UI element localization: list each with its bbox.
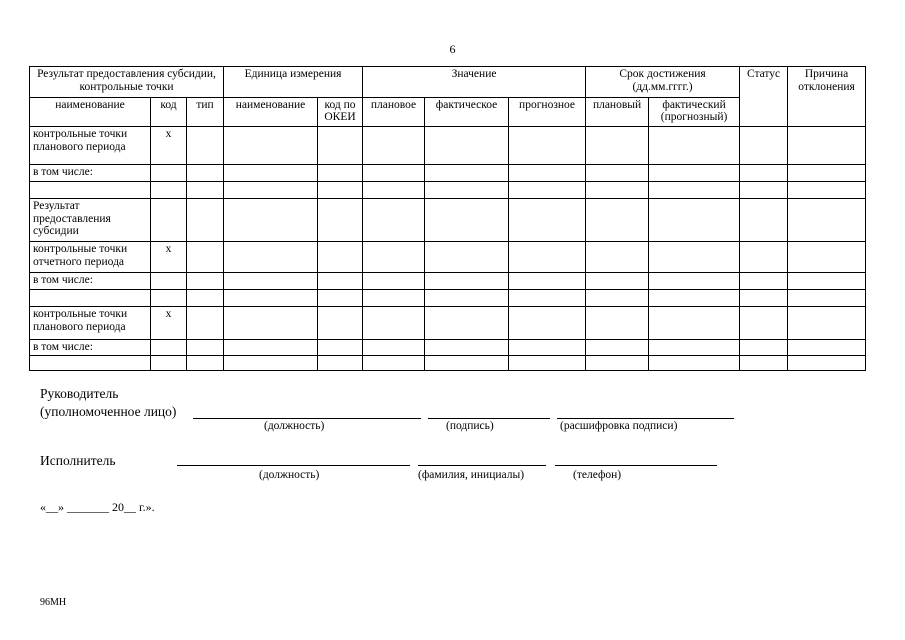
empty-cell [187, 127, 224, 165]
empty-cell [509, 290, 586, 307]
subheader-code: код [151, 97, 187, 127]
empty-cell [740, 164, 788, 181]
empty-cell [224, 307, 318, 340]
empty-cell [425, 164, 509, 181]
empty-cell [586, 242, 649, 273]
subheader-planned: плановое [363, 97, 425, 127]
empty-cell [509, 127, 586, 165]
empty-cell [649, 182, 740, 199]
subheader-name: наименование [30, 97, 151, 127]
empty-cell [425, 290, 509, 307]
empty-cell [509, 182, 586, 199]
executor-position-caption: (должность) [259, 469, 320, 481]
empty-cell [788, 272, 866, 289]
page-number: 6 [449, 42, 456, 56]
empty-cell [740, 182, 788, 199]
empty-cell [509, 164, 586, 181]
empty-cell [318, 290, 363, 307]
empty-cell [740, 199, 788, 242]
table-row [30, 242, 866, 273]
empty-cell [318, 127, 363, 165]
table-row [30, 199, 866, 242]
empty-cell [740, 339, 788, 355]
header-result-group: Результат предоставления субсидии, контрольные точки [30, 67, 224, 98]
empty-cell [509, 242, 586, 273]
subheader-unit-name: наименование [224, 97, 318, 127]
empty-cell [649, 355, 740, 370]
empty-cell [509, 339, 586, 355]
header-deadline-group: Срок достижения (дд.мм.гггг.) [586, 67, 740, 98]
empty-cell [586, 127, 649, 165]
empty-cell [788, 242, 866, 273]
empty-cell [224, 182, 318, 199]
empty-cell [509, 307, 586, 340]
empty-cell [649, 307, 740, 340]
row-code-cell: x [151, 242, 187, 273]
empty-cell [224, 290, 318, 307]
table-row [30, 272, 866, 289]
row-name-cell [30, 290, 151, 307]
empty-cell [425, 307, 509, 340]
row-code-cell: x [151, 307, 187, 340]
empty-cell [509, 199, 586, 242]
empty-cell [509, 355, 586, 370]
empty-cell [740, 290, 788, 307]
executor-phone-caption: (телефон) [573, 469, 622, 481]
empty-cell [224, 355, 318, 370]
table-row [30, 182, 866, 199]
empty-cell [586, 339, 649, 355]
row-code-cell [151, 339, 187, 355]
row-code-cell [151, 199, 187, 242]
empty-cell [187, 164, 224, 181]
row-code-cell [151, 164, 187, 181]
empty-cell [788, 164, 866, 181]
empty-cell [318, 242, 363, 273]
empty-cell [363, 355, 425, 370]
row-code-cell: x [151, 127, 187, 165]
header-value-group: Значение [363, 67, 586, 98]
empty-cell [363, 290, 425, 307]
empty-cell [187, 355, 224, 370]
empty-cell [788, 182, 866, 199]
empty-cell [318, 199, 363, 242]
empty-cell [187, 182, 224, 199]
empty-cell [425, 182, 509, 199]
head-position-line [193, 418, 421, 419]
subheader-actual: фактическое [425, 97, 509, 127]
row-code-cell [151, 182, 187, 199]
subheader-okei: код по ОКЕИ [318, 97, 363, 127]
empty-cell [187, 290, 224, 307]
empty-cell [740, 355, 788, 370]
row-code-cell [151, 355, 187, 370]
empty-cell [788, 199, 866, 242]
empty-cell [363, 127, 425, 165]
empty-cell [649, 199, 740, 242]
empty-cell [649, 272, 740, 289]
empty-cell [425, 127, 509, 165]
table-row [30, 339, 866, 355]
table-row [30, 127, 866, 165]
empty-cell [740, 127, 788, 165]
table-row [30, 355, 866, 370]
empty-cell [788, 339, 866, 355]
row-name-cell [30, 355, 151, 370]
head-signature-caption: (подпись) [446, 420, 494, 432]
empty-cell [425, 242, 509, 273]
row-name-cell: в том числе: [30, 164, 151, 181]
footer-code: 96МН [40, 597, 67, 608]
executor-position-line [177, 465, 410, 466]
row-name-cell: контрольные точки отчетного периода [30, 242, 151, 273]
empty-cell [586, 307, 649, 340]
date-line: «__» _______ 20__ г.». [40, 500, 155, 514]
row-name-cell: контрольные точки планового периода [30, 127, 151, 165]
empty-cell [586, 182, 649, 199]
empty-cell [425, 355, 509, 370]
empty-cell [363, 182, 425, 199]
row-code-cell [151, 290, 187, 307]
empty-cell [318, 164, 363, 181]
empty-cell [363, 307, 425, 340]
row-name-cell: Результат предоставления субсидии [30, 199, 151, 242]
empty-cell [363, 272, 425, 289]
empty-cell [649, 290, 740, 307]
header-unit-group: Единица измерения [224, 67, 363, 98]
empty-cell [318, 272, 363, 289]
empty-cell [187, 339, 224, 355]
empty-cell [740, 242, 788, 273]
header-reason: Причина отклонения [788, 67, 866, 127]
empty-cell [788, 290, 866, 307]
empty-cell [649, 127, 740, 165]
empty-cell [318, 339, 363, 355]
executor-name-line [418, 465, 546, 466]
empty-cell [224, 199, 318, 242]
empty-cell [740, 307, 788, 340]
head-label-authorized: (уполномоченное лицо) [40, 404, 177, 419]
empty-cell [187, 272, 224, 289]
empty-cell [224, 272, 318, 289]
head-position-caption: (должность) [264, 420, 325, 432]
row-name-cell [30, 182, 151, 199]
subheader-deadline-planned: плановый [586, 97, 649, 127]
empty-cell [740, 272, 788, 289]
head-signature-line [428, 418, 550, 419]
subheader-deadline-actual: фактический (прогнозный) [649, 97, 740, 127]
executor-label: Исполнитель [40, 453, 116, 468]
row-name-cell: в том числе: [30, 272, 151, 289]
empty-cell [788, 355, 866, 370]
empty-cell [187, 242, 224, 273]
empty-cell [788, 307, 866, 340]
empty-cell [363, 199, 425, 242]
empty-cell [649, 339, 740, 355]
empty-cell [224, 242, 318, 273]
head-decode-caption: (расшифровка подписи) [560, 420, 678, 432]
row-name-cell: в том числе: [30, 339, 151, 355]
empty-cell [187, 199, 224, 242]
empty-cell [425, 272, 509, 289]
executor-name-caption: (фамилия, инициалы) [418, 469, 525, 481]
empty-cell [649, 242, 740, 273]
empty-cell [509, 272, 586, 289]
header-status: Статус [740, 67, 788, 127]
empty-cell [224, 127, 318, 165]
empty-cell [586, 272, 649, 289]
empty-cell [425, 199, 509, 242]
empty-cell [363, 339, 425, 355]
report-table [29, 66, 866, 371]
empty-cell [788, 127, 866, 165]
table-row [30, 307, 866, 340]
subheader-forecast: прогнозное [509, 97, 586, 127]
executor-phone-line [555, 465, 717, 466]
empty-cell [318, 182, 363, 199]
empty-cell [187, 307, 224, 340]
empty-cell [649, 164, 740, 181]
empty-cell [224, 339, 318, 355]
row-code-cell [151, 272, 187, 289]
empty-cell [586, 164, 649, 181]
empty-cell [318, 307, 363, 340]
head-label: Руководитель [40, 386, 119, 401]
empty-cell [586, 290, 649, 307]
empty-cell [425, 339, 509, 355]
empty-cell [224, 164, 318, 181]
empty-cell [363, 164, 425, 181]
table-row [30, 164, 866, 181]
subheader-type: тип [187, 97, 224, 127]
empty-cell [586, 199, 649, 242]
table-row [30, 290, 866, 307]
head-decode-line [557, 418, 734, 419]
empty-cell [586, 355, 649, 370]
empty-cell [318, 355, 363, 370]
empty-cell [363, 242, 425, 273]
row-name-cell: контрольные точки планового периода [30, 307, 151, 340]
